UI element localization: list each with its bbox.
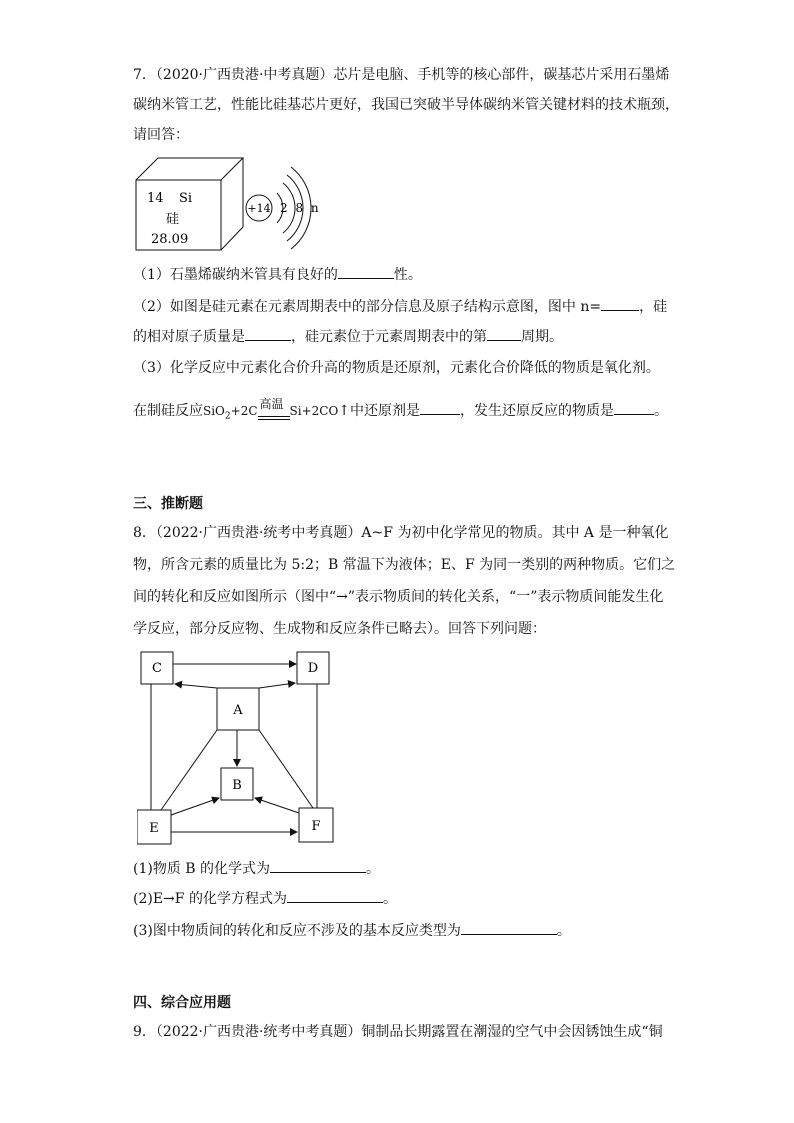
answer-blank[interactable] — [461, 920, 557, 935]
q7-part-3-text-b: 中还原剂是 — [350, 403, 421, 419]
eq-bar-top — [258, 416, 290, 417]
q7-part-3-text-a: 在制硅反应 — [133, 403, 203, 419]
answer-blank[interactable] — [338, 264, 394, 279]
q7-part-2-cont — [133, 326, 563, 347]
section-heading-application: 四、综合应用题 — [133, 995, 231, 1011]
q7-line-3: 请回答： — [133, 127, 189, 143]
q8-answer-1-end: 。 — [366, 861, 381, 877]
eq-sio: SiO — [203, 404, 225, 418]
q8-line-1: 8．（2022·广西贵港·统考中考真题）A~F 为初中化学常见的物质。其中 A 是一种氧化 — [133, 525, 669, 541]
node-d-label: D — [307, 661, 319, 676]
atomic-structure-diagram — [246, 167, 319, 249]
q9-line-1: 9．（2022·广西贵港·统考中考真题）铜制品长期露置在潮湿的空气中会因锈蚀生成“铜 — [133, 1024, 663, 1040]
q7-part-2-text-d: ，硅元素位于元素周期表中的第 — [291, 329, 487, 345]
q8-answer-2 — [133, 888, 397, 909]
q7-part-1-text: （1）石墨烯碳纳米管具有良好的 — [133, 267, 338, 283]
link-a-e — [161, 730, 217, 810]
node-a-label: A — [233, 703, 243, 718]
q7-part-2-text: （2）如图是硅元素在元素周期表中的部分信息及原子结构示意图，图中 n= — [133, 299, 602, 315]
q8-answer-3-end: 。 — [556, 923, 571, 939]
section-heading-inference: 三、推断题 — [133, 496, 203, 512]
q7-part-2 — [133, 296, 667, 317]
reaction-diagram — [137, 648, 357, 848]
silicon-figure — [133, 155, 393, 255]
element-symbol: Si — [179, 191, 193, 206]
link-a-f — [259, 730, 313, 808]
q8-line-2: 物，所含元素的质量比为 5:2；B 常温下为液体；E、F 为同一类别的两种物质。它们之 — [133, 557, 676, 573]
q8-answer-2-end: 。 — [382, 891, 397, 907]
q7-line-2: 碳纳米管工艺，性能比硅基芯片更好，我国已突破半导体碳纳米管关键材料的技术瓶颈， — [133, 97, 679, 113]
arrow-e-to-b — [171, 798, 219, 815]
eq-reactant-sio2 — [203, 404, 231, 422]
q7-part-1 — [133, 264, 422, 285]
node-b-label: B — [232, 778, 242, 793]
periodic-table-cell — [136, 158, 243, 250]
gas-arrow-icon: ↑ — [338, 403, 351, 419]
eq-condition — [258, 397, 290, 426]
eq-bar-bottom — [258, 419, 290, 420]
q7-part-3-equation-line — [133, 397, 669, 430]
q7-part-3-text-d: 。 — [654, 403, 669, 419]
q8-answer-3-text: (3)图中物质间的转化和反应不涉及的基本反应类型为 — [133, 923, 461, 939]
q7-line-1: 7．（2020·广西贵港·中考真题）芯片是电脑、手机等的核心部件，碳基芯片采用石墨烯 — [133, 67, 670, 83]
atomic-number: 14 — [147, 191, 164, 206]
eq-reactant-c: +2C — [230, 404, 258, 418]
answer-blank[interactable] — [270, 858, 366, 873]
element-name: 硅 — [166, 212, 180, 227]
atomic-mass: 28.09 — [151, 232, 189, 247]
node-f-label: F — [311, 819, 321, 834]
answer-blank[interactable] — [245, 326, 291, 341]
arrow-f-to-b — [255, 798, 299, 813]
answer-blank[interactable] — [420, 400, 460, 415]
arrow-a-to-c — [175, 684, 217, 688]
q7-part-2-text-b: ，硅 — [639, 299, 668, 315]
q8-answer-1 — [133, 858, 380, 879]
q8-answer-3 — [133, 920, 571, 941]
arrow-a-to-d — [259, 683, 295, 688]
eq-subscript: 2 — [224, 411, 231, 422]
eq-condition-text: 高温 — [259, 397, 284, 412]
q8-answer-2-text: (2)E→F 的化学方程式为 — [133, 891, 287, 907]
q7-part-1-end: 性。 — [393, 267, 422, 283]
q7-part-3: （3）化学反应中元素化合价升高的物质是还原剂，元素化合价降低的物质是氧化剂。 — [133, 360, 660, 376]
answer-blank[interactable] — [487, 326, 521, 341]
q8-line-3: 间的转化和反应如图所示（图中“→”表示物质间的转化关系，“一”表示物质间能发生化 — [133, 589, 664, 605]
answer-blank[interactable] — [601, 296, 639, 311]
q8-line-4: 学反应，部分反应物、生成物和反应条件已略去）。回答下列问题： — [133, 621, 546, 637]
q7-part-2-text-c: 的相对原子质量是 — [133, 329, 245, 345]
answer-blank[interactable] — [287, 888, 383, 903]
electron-shells: 2 8 n — [280, 201, 319, 215]
node-e-label: E — [149, 821, 159, 836]
q7-part-3-text-c: ，发生还原反应的物质是 — [460, 403, 615, 419]
eq-products: Si+2CO — [289, 404, 339, 418]
q8-answer-1-text: (1)物质 B 的化学式为 — [133, 861, 271, 877]
q7-part-2-text-e: 周期。 — [521, 329, 563, 345]
node-c-label: C — [152, 661, 162, 676]
answer-blank[interactable] — [614, 400, 654, 415]
nucleus-charge: +14 — [247, 202, 271, 215]
